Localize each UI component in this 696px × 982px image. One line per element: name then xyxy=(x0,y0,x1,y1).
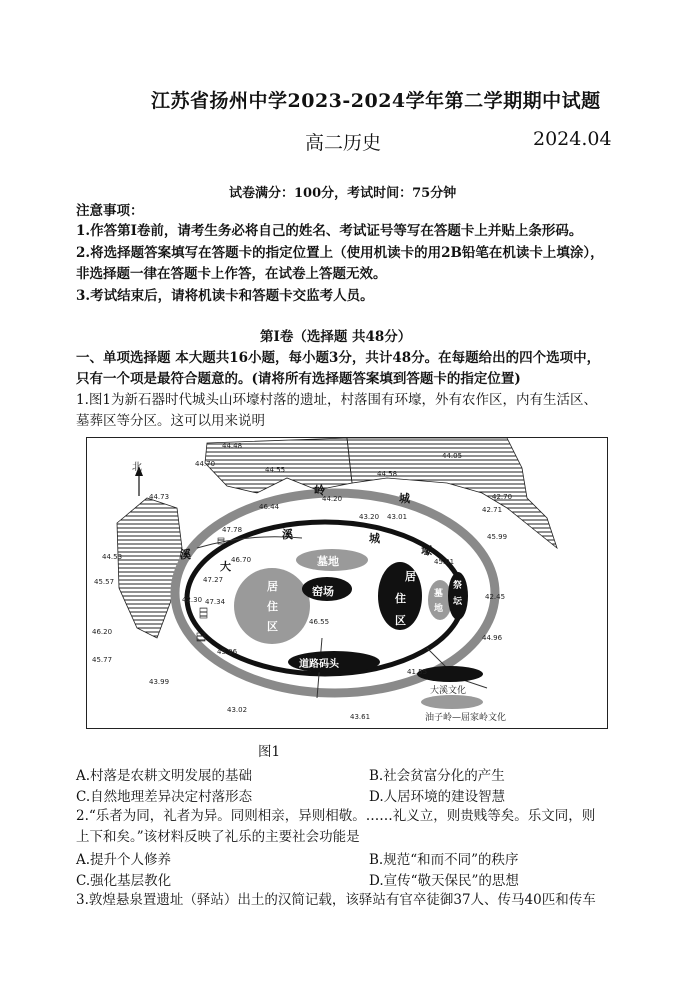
cemetery-east-label: 墓 xyxy=(434,589,444,599)
house-block xyxy=(197,633,205,641)
exam-meta: 试卷满分：100分，考试时间：75分钟 xyxy=(229,186,457,201)
elevation-label: 44.20 xyxy=(322,495,343,503)
ring-label: 溪 xyxy=(282,528,293,541)
note-item: 2.将选择题答案填写在答题卡的指定位置上（使用机读卡的用2B铅笔在机读卡上填涂）， xyxy=(76,245,604,261)
elevation-label: 45.96 xyxy=(217,648,238,656)
elevation-label: 42.30 xyxy=(182,596,203,604)
exam-date: 2024.04 xyxy=(533,128,612,150)
living-east-label: 住 xyxy=(395,592,406,605)
q2-option-c[interactable]: C.强化基层教化 xyxy=(76,873,172,889)
elevation-label: 44.73 xyxy=(149,493,170,501)
elevation-label: 46.70 xyxy=(231,556,252,564)
legend-daxi-label: 大溪文化 xyxy=(430,686,467,696)
elevation-label: 42.45 xyxy=(485,593,506,601)
question-1-stem: 1.图1为新石器时代城头山环壕村落的遗址，村落围有环壕，外有农作区，内有生活区、 xyxy=(76,392,597,408)
note-item: 3.考试结束后，请将机读卡和答题卡交监考人员。 xyxy=(76,288,374,304)
notes-heading: 注意事项： xyxy=(76,203,144,219)
ring-label: 壕 xyxy=(421,544,432,557)
elevation-label: 42.71 xyxy=(482,506,503,514)
elevation-label: 46.44 xyxy=(259,503,280,511)
figure-1-map xyxy=(86,437,608,729)
q2-option-a[interactable]: A.提升个人修养 xyxy=(76,852,172,868)
cemetery-label: 墓地 xyxy=(317,555,339,568)
elevation-label: 41.55 xyxy=(407,668,428,676)
elevation-label: 45.77 xyxy=(92,656,113,664)
ring-label: 城 xyxy=(399,492,410,505)
house-block xyxy=(218,538,224,544)
elevation-label: 44.70 xyxy=(195,460,216,468)
q1-option-c[interactable]: C.自然地理差异决定村落形态 xyxy=(76,789,253,805)
ring-label: 溪 xyxy=(180,548,191,561)
elevation-label: 44.55 xyxy=(265,466,286,474)
living-west-label: 住 xyxy=(267,600,278,613)
altar-label: 祭 xyxy=(453,581,463,591)
note-item: 1.作答第Ⅰ卷前，请考生务必将自己的姓名、考试证号等写在答题卡上并贴上条形码。 xyxy=(76,223,583,239)
question-2-stem: 2.“乐者为同，礼者为异。同则相亲，异则相敬。……礼义立，则贵贱等矣。乐文同，则 xyxy=(76,808,596,824)
section-title: 第Ⅰ卷（选择题 共48分） xyxy=(260,329,412,345)
altar-label: 坛 xyxy=(453,597,463,607)
elevation-label: 47.34 xyxy=(205,598,226,606)
section-intro: 一、单项选择题 本大题共16小题，每小题3分，共计48分。在每题给出的四个选项中， xyxy=(76,350,601,366)
q1-option-b[interactable]: B.社会贫富分化的产生 xyxy=(369,768,505,784)
subject-label: 高二历史 xyxy=(305,132,382,154)
house-block xyxy=(200,608,207,618)
elevation-label: 44.53 xyxy=(102,553,123,561)
ring-label: 大 xyxy=(220,560,231,573)
elevation-label: 44.96 xyxy=(482,634,503,642)
elevation-label: 43.61 xyxy=(350,713,371,721)
q2-option-d[interactable]: D.宣传“敬天保民”的思想 xyxy=(369,873,519,889)
living-east-label: 区 xyxy=(395,614,406,627)
ring-label: 城 xyxy=(369,532,380,545)
elevation-label: 45.57 xyxy=(94,578,115,586)
q2-option-b[interactable]: B.规范“和而不同”的秩序 xyxy=(369,852,519,868)
legend-youziling-label: 油子岭—屈家岭文化 xyxy=(425,713,507,723)
legend-youziling-swatch xyxy=(421,695,483,709)
elevation-label: 43.02 xyxy=(227,706,248,714)
elevation-label: 46.55 xyxy=(309,618,330,626)
elevation-label: 47.27 xyxy=(203,576,224,584)
living-east-label: 居 xyxy=(405,570,416,583)
figure-1-caption: 图1 xyxy=(258,744,281,760)
living-west-label: 区 xyxy=(267,620,278,633)
elevation-label: 43.20 xyxy=(359,513,380,521)
question-3-stem: 3.敦煌悬泉置遗址（驿站）出土的汉简记载，该驿站有官卒徒御37人、传马40匹和传车 xyxy=(76,892,596,908)
cemetery-east-label: 地 xyxy=(434,604,444,614)
q1-option-d[interactable]: D.人居环境的建设智慧 xyxy=(369,789,506,805)
elevation-label: 44.05 xyxy=(442,452,463,460)
elevation-label: 43.99 xyxy=(149,678,170,686)
note-item: 非选择题一律在答题卡上作答，在试卷上答题无效。 xyxy=(76,266,387,282)
elevation-label: 44.58 xyxy=(377,470,398,478)
kiln-label: 窑场 xyxy=(312,585,334,598)
road-dock-label: 道路码头 xyxy=(299,659,339,670)
elevation-label: 44.48 xyxy=(222,442,243,450)
terrain-west xyxy=(117,498,182,638)
elevation-label: 45.01 xyxy=(434,558,455,566)
section-intro: 只有一个项是最符合题意的。(请将所有选择题答案填到答题卡的指定位置) xyxy=(76,371,521,387)
q1-option-a[interactable]: A.村落是农耕文明发展的基础 xyxy=(76,768,253,784)
living-west-label: 居 xyxy=(267,580,278,593)
elevation-label: 42.70 xyxy=(492,493,513,501)
elevation-label: 46.20 xyxy=(92,628,113,636)
page-title: 江苏省扬州中学2023-2024学年第二学期期中试题 xyxy=(151,90,601,112)
north-label: 北 xyxy=(132,462,142,473)
elevation-label: 45.99 xyxy=(487,533,508,541)
question-1-stem: 墓葬区等分区。这可以用来说明 xyxy=(76,413,265,429)
ring-label: 岭 xyxy=(314,484,325,497)
question-2-stem: 上下和矣。”该材料反映了礼乐的主要社会功能是 xyxy=(76,829,360,845)
elevation-label: 47.78 xyxy=(222,526,243,534)
elevation-label: 43.01 xyxy=(387,513,408,521)
